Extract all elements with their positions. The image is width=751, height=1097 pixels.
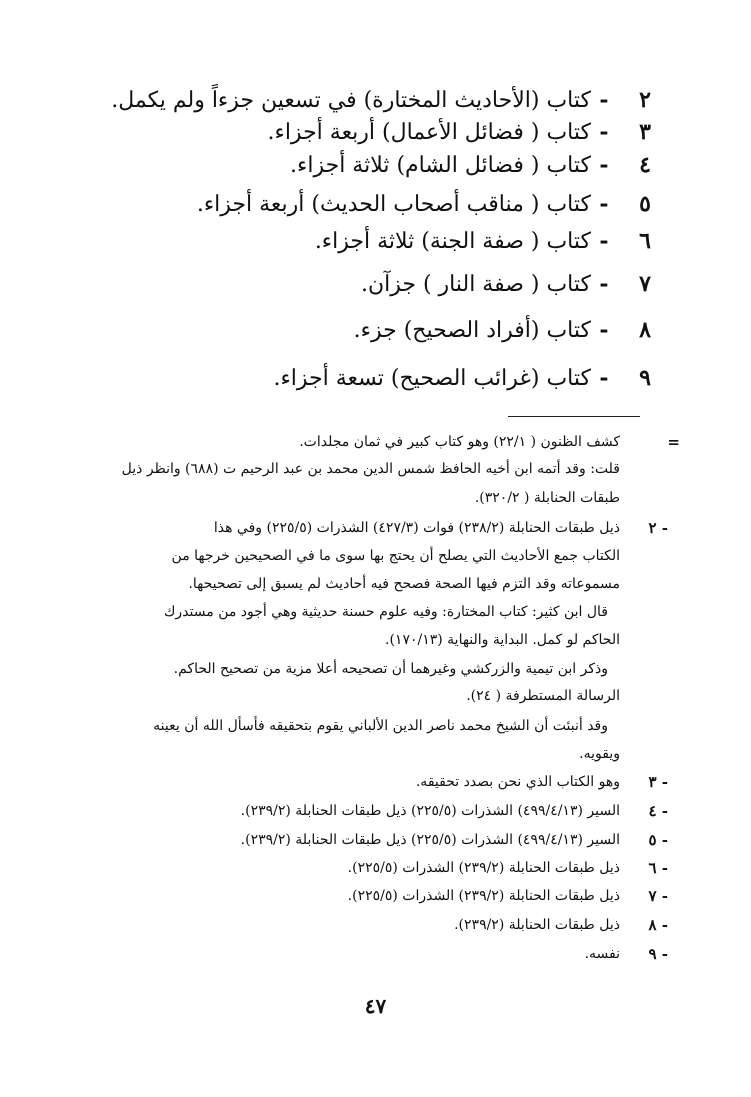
footnote-line: كشف الظنون ( ٢٢/١) وهو كتاب كبير في ثمان مجلدات. [299, 434, 620, 450]
footnote-line: وذكر ابن تيمية والزركشي وغيرهما أن تصحيحه أعلا مزية من تصحيح الحاكم. [173, 661, 608, 677]
item-dash: - [599, 228, 609, 254]
footnote-line: ذيل طبقات الحنابلة (٢٣٩/٢). [454, 917, 620, 933]
list-item [91, 268, 651, 301]
item-dash: - [599, 317, 609, 343]
footnote-line: ذيل طبقات الحنابلة (٢٣٨/٢) فوات (٤٢٧/٣) الشذرات (٢٢٥/٥) وفي هذا [213, 520, 620, 536]
list-item [91, 225, 651, 258]
footnote-separator [508, 416, 640, 417]
list-item [91, 362, 651, 395]
item-dash: - [599, 271, 609, 297]
item-number: ٣ [639, 119, 651, 145]
item-dash: - [599, 119, 609, 145]
item-dash: - [599, 87, 609, 113]
footnote-mark: ٦ - [648, 859, 668, 877]
item-text: كتاب (غرائب الصحيح) تسعة أجزاء. [273, 366, 591, 391]
item-text: كتاب (أفراد الصحيح) جزء. [353, 318, 591, 343]
footnote-mark: ٨ - [648, 916, 668, 934]
footnote-continuation-mark: = [667, 433, 680, 451]
item-number: ٢ [639, 87, 651, 113]
list-item [91, 149, 651, 182]
item-text: كتاب ( صفة الجنة) ثلاثة أجزاء. [314, 229, 591, 254]
footnote-line: نفسه. [584, 946, 620, 962]
footnote-mark: ٤ - [648, 802, 668, 820]
item-text: كتاب ( فضائل الأعمال) أربعة أجزاء. [267, 120, 591, 145]
item-text: كتاب ( صفة النار ) جزآن. [360, 272, 591, 297]
footnote-line: الحاكم لو كمل. البداية والنهاية (١٧٠/١٣). [385, 632, 620, 648]
footnote-line: ذيل طبقات الحنابلة (٢٣٩/٢) الشذرات (٢٢٥/٥). [347, 888, 620, 904]
footnote-line: ويقويه. [579, 746, 620, 762]
item-number: ٦ [639, 228, 651, 254]
footnote-line: طبقات الحنابلة ( ٣٢٠/٢). [474, 490, 620, 506]
footnote-line: مسموعاته وقد التزم فيها الصحة فصحح فيه أحاديث لم يسبق إلى تصحيحها. [188, 576, 620, 592]
footnote-line: قال ابن كثير: كتاب المختارة: وفيه علوم حسنة حديثية وهي أجود من مستدرك [163, 604, 608, 620]
item-dash: - [599, 191, 609, 217]
item-number: ٥ [639, 191, 651, 217]
footnote-line: ذيل طبقات الحنابلة (٢٣٩/٢) الشذرات (٢٢٥/٥). [347, 860, 620, 876]
footnote-mark: ٣ - [648, 773, 668, 791]
item-number: ٩ [639, 365, 651, 391]
list-item [91, 188, 651, 221]
footnote-line: قلت: وقد أتمه ابن أخيه الحافظ شمس الدين محمد بن عبد الرحيم ت (٦٨٨) وانظر ذيل [121, 461, 620, 477]
footnote-line: السير (٤٩٩/٤/١٣) الشذرات (٢٢٥/٥) ذيل طبقات الحنابلة (٢٣٩/٢). [240, 832, 620, 848]
list-item [91, 314, 651, 347]
footnote-mark: ٧ - [648, 887, 668, 905]
item-text: كتاب ( فضائل الشام) ثلاثة أجزاء. [290, 153, 591, 178]
footnote-mark: ٢ - [648, 519, 668, 537]
footnote-line: السير (٤٩٩/٤/١٣) الشذرات (٢٢٥/٥) ذيل طبقات الحنابلة (٢٣٩/٢). [240, 803, 620, 819]
page-number: ٤٧ [364, 994, 387, 1018]
item-number: ٤ [639, 152, 651, 178]
item-dash: - [599, 152, 609, 178]
list-item [91, 116, 651, 149]
footnote-mark: ٩ - [648, 945, 668, 963]
list-item [91, 84, 651, 117]
footnote-line: وهو الكتاب الذي نحن بصدد تحقيقه. [415, 774, 620, 790]
item-text: كتاب (الأحاديث المختارة) في تسعين جزءاً ولم يكمل. [111, 88, 591, 113]
item-dash: - [599, 365, 609, 391]
item-text: كتاب ( مناقب أصحاب الحديث) أربعة أجزاء. [196, 192, 591, 217]
item-number: ٧ [639, 271, 651, 297]
item-number: ٨ [639, 317, 651, 343]
footnote-mark: ٥ - [648, 831, 668, 849]
footnote-line: وقد أنبئت أن الشيخ محمد ناصر الدين الألباني يقوم بتحقيقه فأسأل الله أن يعينه [153, 718, 608, 734]
footnote-line: الكتاب جمع الأحاديث التي يصلح أن يحتج بها سوى ما في الصحيحين خرجها من [171, 548, 620, 564]
footnote-line: الرسالة المستطرفة ( ٢٤). [466, 688, 620, 704]
